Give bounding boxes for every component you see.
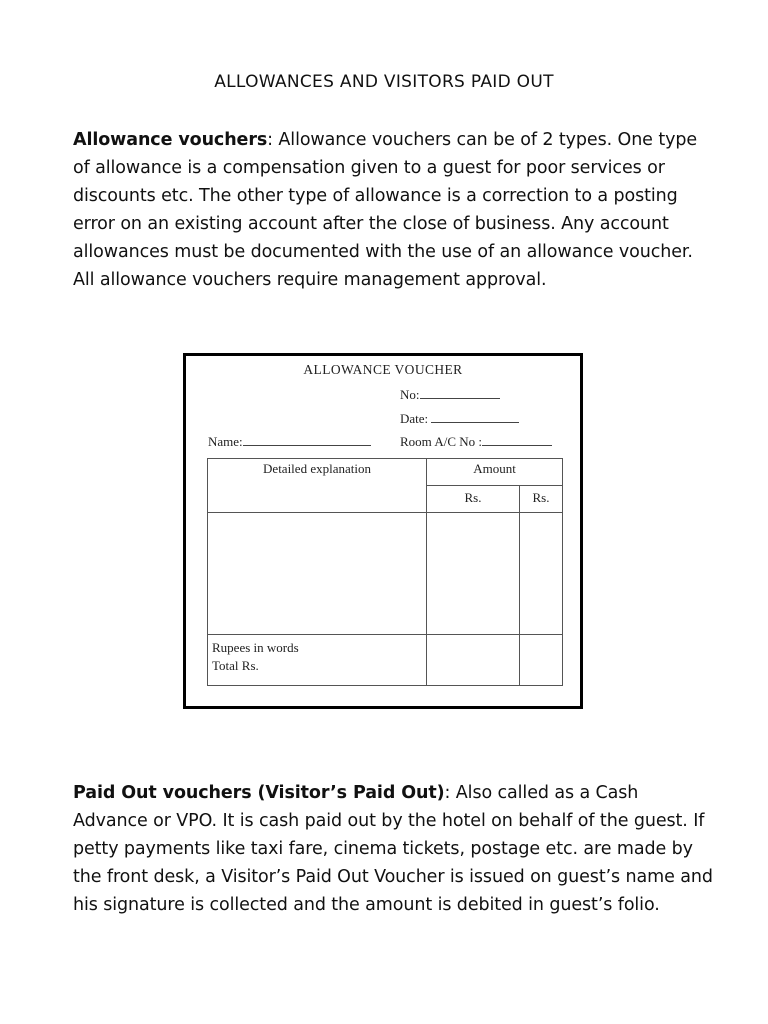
document-title: ALLOWANCES AND VISITORS PAID OUT [214,72,554,92]
voucher-total: Total Rs. [212,658,259,673]
paid-out-text: : Also called as a Cash Advance or VPO. It is cash paid out by the hotel on behalf of the guest. If petty payments like taxi fare, cinema tickets, postage etc. are made by the front desk, a Visitor’s Paid Out Voucher is issued on guest’s name and his signature is collected and the amount is debited in guest’s folio. [73,783,713,915]
voucher-explanation-body [208,513,427,635]
voucher-total-rs-1 [427,635,520,686]
voucher-name-line [243,433,371,446]
voucher-rs-body-2 [520,513,563,635]
voucher-body-row [208,513,563,635]
voucher-date-field [400,410,519,427]
voucher-rs-col-1 [427,486,520,513]
voucher-no-label: No: [400,387,420,402]
allowance-voucher-figure [183,353,583,709]
allowance-lead: Allowance vouchers [73,130,268,150]
voucher-footer-cell [208,635,427,686]
voucher-amount-label: Amount [473,461,516,476]
paid-out-paragraph [73,779,713,919]
voucher-rs-label-1: Rs. [464,490,482,505]
voucher-no-line [420,386,500,399]
voucher-explanation-label: Detailed explanation [263,461,371,476]
voucher-room-line [482,433,552,446]
voucher-footer-row [208,635,563,686]
voucher-table [207,458,563,686]
voucher-total-rs-2 [520,635,563,686]
voucher-rs-label-2: Rs. [532,490,550,505]
voucher-name-label: Name: [208,434,243,449]
voucher-header-row [208,459,563,486]
voucher-explanation-header [208,459,427,513]
voucher-date-line [431,410,519,423]
voucher-rs-col-2 [520,486,563,513]
allowance-paragraph [73,126,713,294]
voucher-date-label: Date: [400,411,429,426]
voucher-rs-body-1 [427,513,520,635]
allowance-text: : Allowance vouchers can be of 2 types. One type of allowance is a compensation given to a guest for poor services or discounts etc. The other type of allowance is a correction to a posting error on an existing account after the close of business. Any account allowances must be documented with the use of an allowance voucher. All allowance vouchers require management approval. [73,130,698,290]
voucher-amount-header [427,459,563,486]
voucher-name-field [208,433,371,450]
voucher-rupees-in-words: Rupees in words [212,640,299,655]
voucher-title: ALLOWANCE VOUCHER [303,362,463,377]
voucher-room-field [400,433,552,450]
voucher-no-field [400,386,500,403]
paid-out-lead: Paid Out vouchers (Visitor’s Paid Out) [73,783,445,803]
voucher-room-label: Room A/C No : [400,434,482,449]
